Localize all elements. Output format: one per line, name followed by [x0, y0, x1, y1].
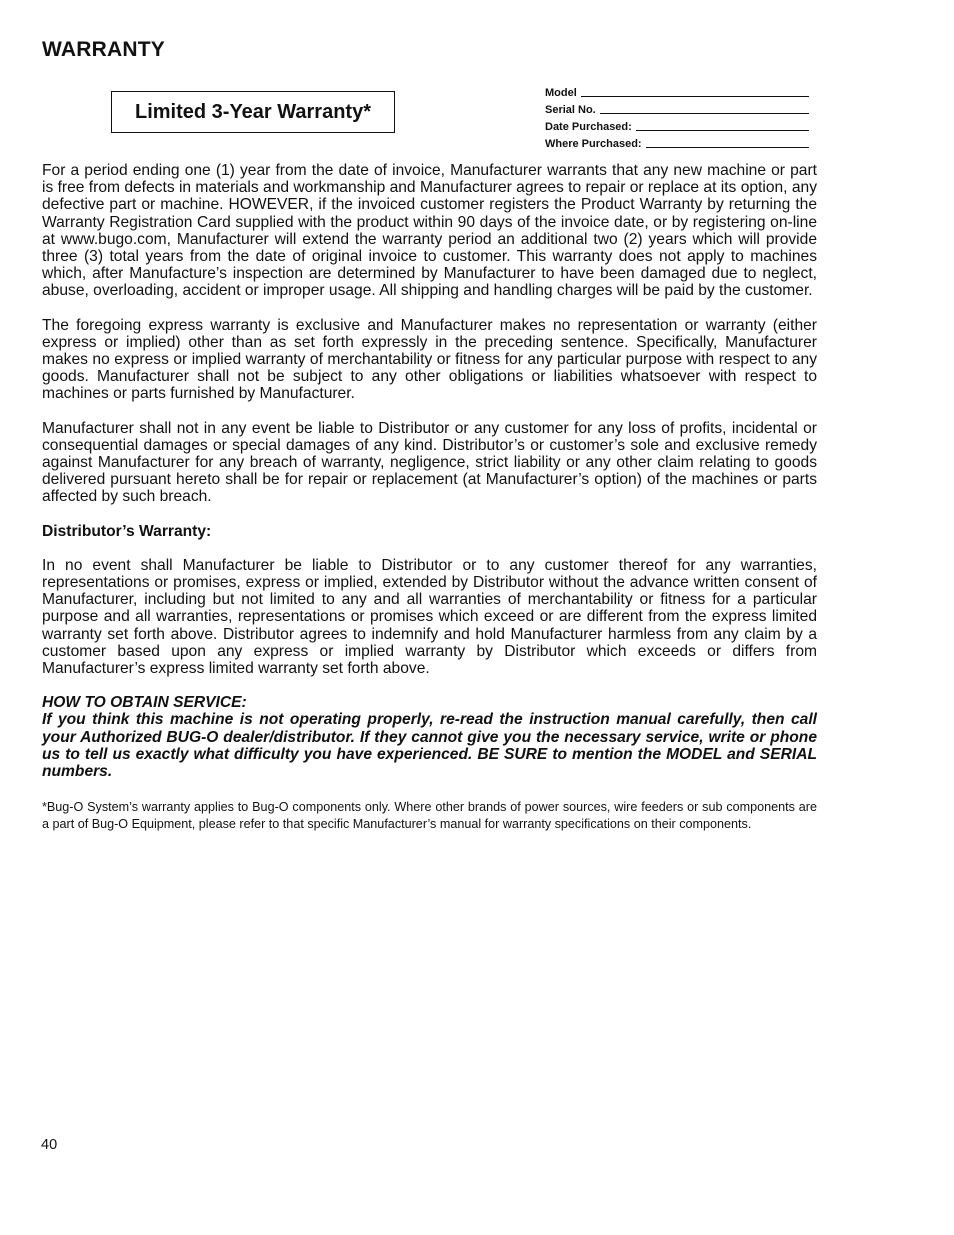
- serial-label: Serial No.: [545, 104, 596, 116]
- model-label: Model: [545, 87, 577, 99]
- service-heading: HOW TO OBTAIN SERVICE:: [42, 694, 247, 712]
- distributor-warranty-heading: Distributor’s Warranty:: [42, 522, 212, 540]
- warranty-title-box: Limited 3-Year Warranty*: [111, 91, 395, 133]
- model-blank-line: [581, 85, 809, 97]
- warranty-paragraph-1: For a period ending one (1) year from the date of invoice, Manufacturer warrants that any new machine or part is free from defects in materials and workmanship and Manufacturer agrees to repair or replace at its option, any defective part or machine. HOWEVER, if the invoiced customer registers the Product Warranty by returning the Warranty Registration Card supplied with the product within 90 days of the invoice date, or by registering on-line at www.bugo.com, Manufacturer will extend the warranty period an additional two (2) years which will provide three (3) total years from the date of original invoice to customer. This warranty does not apply to machines which, after Manufacture’s inspection are determined by Manufacturer to have been damaged due to neglect, abuse, overloading, accident or improper usage. All shipping and handling charges will be paid by the customer.: [42, 162, 817, 300]
- service-section: [42, 694, 817, 780]
- warranty-body: [42, 162, 817, 833]
- serial-field: [545, 99, 809, 116]
- warranty-paragraph-3: Manufacturer shall not in any event be liable to Distributor or any customer for any loss of profits, incidental or consequential damages or special damages of any kind. Distributor’s or customer’s sole and exclusive remedy against Manufacturer for any breach of warranty, negligence, strict liability or any other claim relating to goods delivered pursuant hereto shall be for repair or replacement (at Manufacturer’s option) of the machines or parts affected by such breach.: [42, 419, 817, 506]
- page-title: WARRANTY: [42, 38, 165, 61]
- where-purchased-blank-line: [646, 136, 809, 148]
- date-purchased-field: [545, 116, 809, 133]
- page-number: 40: [41, 1137, 58, 1153]
- footnote: *Bug-O System’s warranty applies to Bug-O components only. Where other brands of power sources, wire feeders or sub components are a part of Bug-O Equipment, please refer to that specific Manufacturer’s manual for warranty specifications on their components.: [42, 800, 817, 832]
- serial-blank-line: [600, 102, 809, 114]
- where-purchased-field: [545, 133, 809, 150]
- warranty-paragraph-2: The foregoing express warranty is exclusive and Manufacturer makes no representation or warranty (either express or implied) other than as set forth expressly in the preceding sentence. Specifically, Manufacturer makes no express or implied warranty of merchantability or fitness for any particular purpose with respect to any goods. Manufacturer shall not be subject to any other obligations or liabilities whatsoever with respect to machines or parts furnished by Manufacturer.: [42, 316, 817, 403]
- model-field: [545, 82, 809, 99]
- where-purchased-label: Where Purchased:: [545, 138, 642, 150]
- service-text: If you think this machine is not operating properly, re-read the instruction manual carefully, then call your Authorized BUG-O dealer/distributor. If they cannot give you the necessary service, write or phone us to tell us exactly what difficulty you have experienced. BE SURE to mention the MODEL and SERIAL numbers.: [42, 711, 817, 781]
- date-purchased-label: Date Purchased:: [545, 121, 632, 133]
- date-purchased-blank-line: [636, 119, 809, 131]
- distributor-warranty-paragraph: In no event shall Manufacturer be liable to Distributor or to any customer thereof for any warranties, representations or promises, express or implied, extended by Distributor without the advance written consent of Manufacturer, including but not limited to any and all warranties of merchantability or fitness for a particular purpose and all warranties, representations or promises which exceed or are different from the express limited warranty set forth above. Distributor agrees to indemnify and hold Manufacturer harmless from any claim by a customer based upon any express or implied warranty by Distributor which exceeds or differs from Manufacturer’s express limited warranty set forth above.: [42, 556, 817, 678]
- registration-form: [545, 82, 809, 150]
